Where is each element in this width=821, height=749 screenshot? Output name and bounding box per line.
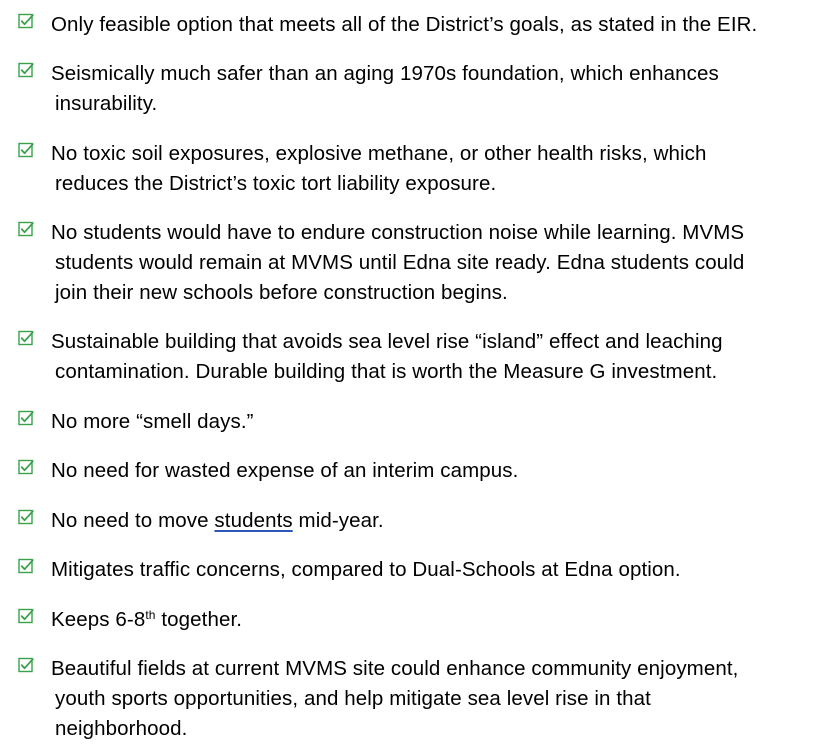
text-segment: Keeps 6-8 — [51, 608, 146, 631]
text-line: No toxic soil exposures, explosive methane, or other health risks, which — [51, 142, 707, 165]
text-line: No need for wasted expense of an interim campus. — [51, 459, 519, 482]
bullet-text — [51, 139, 811, 199]
text-line: Only feasible option that meets all of the District’s goals, as stated in the EIR. — [51, 13, 758, 36]
bullet-text — [51, 327, 811, 387]
spellcheck-underlined-word[interactable]: students — [214, 509, 293, 532]
text-line: Sustainable building that avoids sea level rise “island” effect and leaching — [51, 330, 723, 353]
text-line: No students would have to endure construction noise while learning. MVMS — [51, 221, 745, 244]
checked-box-icon — [18, 657, 34, 673]
text-line — [51, 605, 811, 635]
checked-box-icon — [18, 558, 34, 574]
checked-box-icon — [18, 62, 34, 78]
checked-box-icon — [18, 410, 34, 426]
bullet-text — [51, 555, 811, 585]
superscript: th — [145, 608, 156, 622]
text-line: No more “smell days.” — [51, 410, 254, 433]
bullet-text — [51, 407, 811, 437]
bullet-text — [51, 218, 811, 308]
text-line: contamination. Durable building that is worth the Measure G investment. — [55, 360, 718, 383]
bullet-text — [51, 59, 811, 119]
text-line: Seismically much safer than an aging 1970s foundation, which enhances — [51, 62, 719, 85]
text-line: Mitigates traffic concerns, compared to Dual-Schools at Edna option. — [51, 558, 681, 581]
bullet-text — [51, 605, 811, 635]
bullet-text — [51, 10, 811, 40]
checked-box-icon — [18, 221, 34, 237]
checked-box-icon — [18, 509, 34, 525]
text-line: students would remain at MVMS until Edna site ready. Edna students could — [55, 251, 745, 274]
checked-box-icon — [18, 330, 34, 346]
text-segment: together. — [155, 608, 243, 631]
checked-box-icon — [18, 608, 34, 624]
text-line: neighborhood. — [55, 717, 188, 740]
bullet-text — [51, 654, 811, 744]
checked-box-icon — [18, 142, 34, 158]
text-line: join their new schools before construction begins. — [55, 281, 508, 304]
bullet-text — [51, 456, 811, 486]
checked-box-icon — [18, 13, 34, 29]
text-segment: mid-year. — [292, 509, 384, 532]
bullet-text — [51, 506, 811, 536]
text-line: Beautiful fields at current MVMS site could enhance community enjoyment, — [51, 657, 739, 680]
text-line: reduces the District’s toxic tort liability exposure. — [55, 172, 497, 195]
text-line — [51, 506, 811, 536]
text-segment: No need to move — [51, 509, 215, 532]
text-line: insurability. — [55, 92, 158, 115]
text-line: youth sports opportunities, and help mitigate sea level rise in that — [55, 687, 651, 710]
checked-box-icon — [18, 459, 34, 475]
